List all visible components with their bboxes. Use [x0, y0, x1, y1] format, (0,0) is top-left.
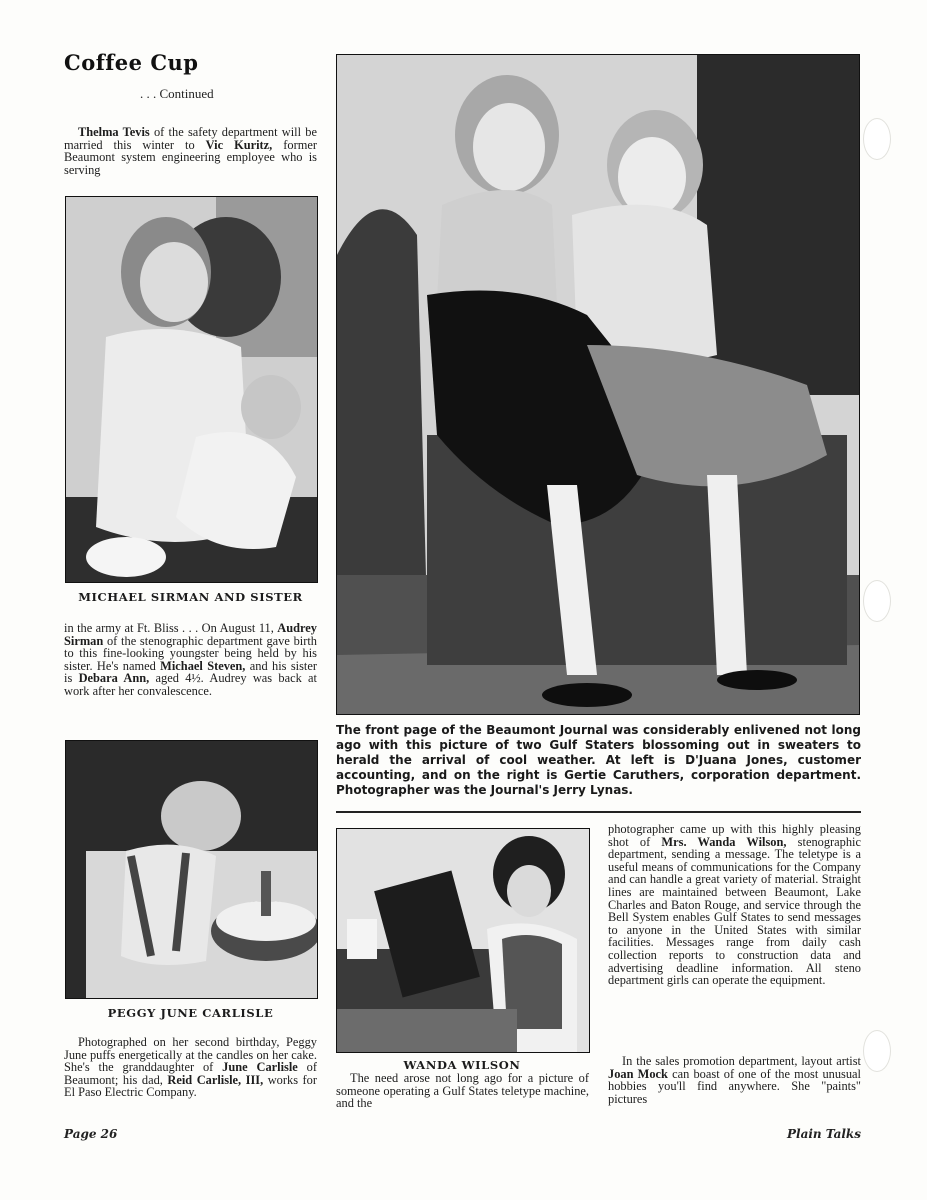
name-michael-steven: Michael Steven, — [160, 658, 246, 673]
photo-wilson-image — [337, 829, 589, 1052]
name-reid-carlisle: Reid Carlisle, III, — [167, 1072, 264, 1087]
caption-wilson: WANDA WILSON — [403, 1058, 521, 1072]
caption-main-photo: The front page of the Beaumont Journal was considerably enlivened not long ago with this picture of two Gulf Staters blossoming out in sweaters to herald the arrival of cool weather. At left is D'Juana Jones, customer accounting, and on the right is Gertie Caruthers, corporation department. Photographer was the Journal's Jerry Lynas. — [336, 723, 861, 797]
photo-carlisle-image — [66, 741, 317, 998]
name-thelma-tevis: Thelma Tevis — [78, 125, 150, 139]
col1-middle-paragraph: in the army at Ft. Bliss . . . On August 11, Audrey Sirman of the stenographic department gave birth to this fine-looking youngster being held by his sister. He's named Michael Steven, and his sister is Debara Ann, aged 4½. Audrey was back at work after her convalescence. — [64, 621, 317, 698]
name-wanda-wilson: Mrs. Wanda Wilson, — [661, 834, 787, 849]
caption-carlisle: PEGGY JUNE CARLISLE — [107, 1006, 274, 1020]
binder-hole-bottom — [863, 1030, 891, 1072]
continued-label: . . . Continued — [140, 86, 214, 101]
binder-hole-middle — [863, 580, 891, 622]
caption-sirman: MICHAEL SIRMAN AND SISTER — [78, 590, 303, 604]
page-title: Coffee Cup — [64, 50, 199, 75]
col1-top-paragraph: Thelma Tevis of the safety department will be married this winter to Vic Kuritz, former Beaumont system engineering employee who is serving — [64, 125, 317, 177]
photo-gulf-staters-sweaters — [336, 54, 860, 715]
photo-michael-sirman-and-sister — [65, 196, 318, 583]
photo-main-image — [337, 55, 859, 714]
name-debara-ann: Debara Ann, — [78, 671, 150, 686]
col1-bottom-paragraph: Photographed on her second birthday, Peggy June puffs energetically at the candles on her cake. She's the granddaughter of June Carlisle of Beaumont; his dad, Reid Carlisle, III, works for El Paso Electric Company. — [64, 1035, 317, 1100]
photo-peggy-june-carlisle — [65, 740, 318, 999]
photo-wanda-wilson — [336, 828, 590, 1053]
col3-paragraph-2: In the sales promotion department, layout artist Joan Mock can boast of one of the most unusual hobbies you'll find anywhere. She "paints" pictures — [608, 1054, 861, 1106]
col3-paragraph-1: photographer came up with this highly pleasing shot of Mrs. Wanda Wilson, stenographic department, sending a message. The teletype is a useful means of communications for the Company and can handle a great variety of material. Straight lines are maintained between Beaumont, Lake Charles and Baton Rouge, and service through the Bell System enables Gulf States to send messages to anyone in the United States with similar facilities. Messages range from daily cash collection reports to construction data and advertising deadline information. All steno department girls can operate the equipment. — [608, 822, 861, 988]
photo-sirman-image — [66, 197, 317, 582]
publication-name: Plain Talks — [786, 1127, 861, 1141]
name-vic-kuritz: Vic Kuritz, — [205, 137, 273, 152]
name-audrey-sirman: Audrey Sirman — [64, 621, 317, 648]
col2-bottom-paragraph: The need arose not long ago for a picture of someone operating a Gulf States teletype machine, and the — [336, 1071, 589, 1111]
name-june-carlisle: June Carlisle — [222, 1060, 298, 1075]
binder-hole-top — [863, 118, 891, 160]
section-divider — [336, 811, 861, 813]
name-joan-mock: Joan Mock — [608, 1066, 668, 1081]
page-number: Page 26 — [64, 1127, 118, 1141]
